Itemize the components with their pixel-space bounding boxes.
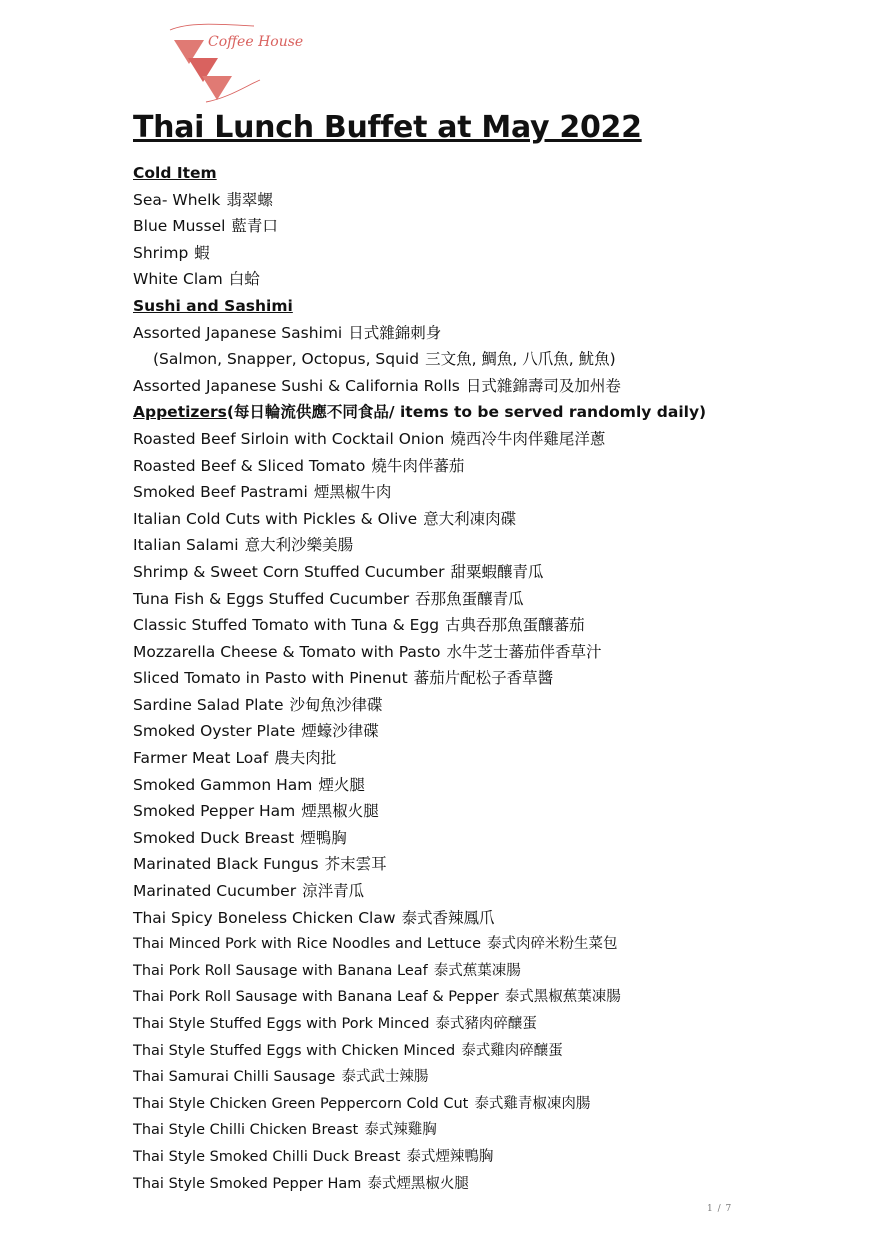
menu-item-chinese: 泰式香辣鳳爪 [401,908,495,927]
menu-item-english: Marinated Cucumber [133,882,297,901]
menu-item-chinese: 燒西冷牛肉伴雞尾洋蔥 [450,429,606,448]
menu-item-chinese: 煙黑椒火腿 [301,802,379,821]
menu-item-english: Farmer Meat Loaf [133,749,269,768]
menu-item-english: Assorted Japanese Sushi & California Rolls [133,376,460,395]
menu-item-english: Thai Style Stuffed Eggs with Chicken Minced [133,1042,456,1059]
menu-item [133,426,853,453]
menu-item [133,586,853,613]
coffee-house-logo [158,16,304,106]
menu-item [133,931,853,958]
menu-item-chinese: 芥末雲耳 [324,855,387,874]
menu-item-english: Thai Pork Roll Sausage with Banana Leaf [133,962,428,979]
section-heading-note: (每日輪流供應不同食品/ items to be served randomly daily) [226,403,707,422]
menu-item-english: Sardine Salad Plate [133,695,284,714]
menu-item-english: Thai Spicy Boneless Chicken Claw [133,908,396,927]
menu-item [133,187,853,214]
menu-item-english: Shrimp [133,243,189,262]
menu-item-english: Smoked Pepper Ham [133,802,296,821]
menu-item [133,851,853,878]
page-number: 1 / 7 [707,1204,733,1214]
logo-swash-1 [170,24,254,30]
menu-item-chinese: 三文魚, 鯛魚, 八爪魚, 魷魚) [425,350,616,369]
menu-item [133,1171,853,1198]
menu-item [133,1091,853,1118]
menu-item-english: Thai Style Smoked Pepper Ham [133,1175,362,1192]
menu-item-chinese: 翡翠螺 [226,190,273,209]
menu-item-english: Blue Mussel [133,217,226,236]
menu-item-english: Thai Minced Pork with Rice Noodles and Lettuce [133,936,482,953]
menu-item-chinese: 煙蠔沙律碟 [301,722,379,741]
menu-item-chinese: 煙火腿 [318,775,365,794]
menu-item [133,1011,853,1038]
menu-item-chinese: 泰式蕉葉凍腸 [433,962,521,979]
logo-graphic [158,16,304,106]
menu-item [133,612,853,639]
menu-item [133,1038,853,1065]
menu-item [133,798,853,825]
menu-item-chinese: 藍青口 [231,217,278,236]
menu-item-chinese: 泰式武士辣腸 [341,1069,429,1086]
menu-item-english: Thai Style Chilli Chicken Breast [133,1122,359,1139]
menu-item [133,506,853,533]
menu-item-english: (Salmon, Snapper, Octopus, Squid [153,350,420,369]
menu-item-english: Thai Style Stuffed Eggs with Pork Minced [133,1016,430,1032]
menu-item-english: Thai Samurai Chilli Sausage [133,1069,336,1086]
menu-item [133,718,853,745]
menu-item-chinese: 泰式黑椒蕉葉凍腸 [504,989,621,1006]
section-heading [133,399,853,426]
menu-item [133,1064,853,1091]
section-heading [133,293,853,320]
menu-item [133,213,853,240]
menu-item-english: Thai Pork Roll Sausage with Banana Leaf & Pepper [133,989,499,1006]
menu-item-english: Roasted Beef & Sliced Tomato [133,456,366,475]
menu-item [133,453,853,480]
menu-item-chinese: 涼泮青瓜 [302,882,365,901]
menu-item-english: Italian Cold Cuts with Pickles & Olive [133,509,418,528]
menu-item-english: Sea- Whelk [133,190,221,209]
menu-item-english: Assorted Japanese Sashimi [133,323,343,342]
menu-item-chinese: 水牛芝士蕃茄伴香草汁 [446,642,602,661]
menu-item-chinese: 泰式肉碎米粉生菜包 [487,936,618,953]
menu-item-english: Italian Salami [133,536,239,555]
menu-item [133,958,853,985]
section-heading-text: Sushi and Sashimi [133,296,293,315]
menu-item-english: Shrimp & Sweet Corn Stuffed Cucumber [133,562,445,581]
menu-item-english: Marinated Black Fungus [133,855,319,874]
menu-list [133,160,853,1197]
menu-item-chinese: 泰式煙黑椒火腿 [367,1175,469,1192]
menu-item-english: Sliced Tomato in Pasto with Pinenut [133,669,408,688]
menu-item-chinese: 泰式雞青椒凍肉腸 [474,1095,591,1112]
menu-item [133,639,853,666]
menu-item [133,1117,853,1144]
menu-item-chinese: 農夫肉批 [274,749,337,768]
menu-item-english: White Clam [133,270,223,289]
menu-item-chinese: 意大利沙樂美腸 [244,536,354,555]
logo-text: Coffee House [208,34,304,50]
menu-item-chinese: 泰式煙辣鴨胸 [406,1148,494,1165]
menu-item [133,240,853,267]
section-heading-text: Cold Item [133,164,217,182]
menu-item [133,373,853,400]
menu-item-chinese: 古典吞那魚蛋釀蕃茄 [445,616,585,635]
menu-item [133,905,853,932]
section-heading [133,160,853,187]
page-title: Thai Lunch Buffet at May 2022 [133,110,642,145]
menu-item [133,346,853,373]
menu-item-english: Thai Style Chicken Green Peppercorn Cold Cut [133,1095,469,1112]
menu-item-chinese: 甜粟蝦釀青瓜 [450,562,544,581]
menu-item-chinese: 燒牛肉伴蕃茄 [371,456,465,475]
menu-item-chinese: 泰式辣雞胸 [364,1122,437,1139]
menu-item [133,825,853,852]
menu-item-chinese: 蝦 [194,243,210,262]
menu-item-chinese: 煙鴨胸 [300,828,347,847]
menu-item [133,559,853,586]
menu-item-english: Smoked Beef Pastrami [133,483,308,502]
menu-item [133,878,853,905]
menu-item [133,665,853,692]
menu-item-english: Smoked Duck Breast [133,828,295,847]
menu-item-chinese: 白蛤 [228,270,260,289]
menu-item [133,1144,853,1171]
menu-item-english: Smoked Gammon Ham [133,775,313,794]
menu-item-english: Thai Style Smoked Chilli Duck Breast [133,1148,401,1165]
menu-item-chinese: 吞那魚蛋釀青瓜 [415,589,524,608]
menu-item [133,266,853,293]
menu-item-chinese: 意大利凍肉碟 [423,509,517,528]
menu-item [133,772,853,799]
menu-item [133,320,853,347]
menu-item [133,745,853,772]
logo-triangle-3 [202,76,232,100]
menu-item [133,984,853,1011]
menu-item-chinese: 沙甸魚沙律碟 [289,695,383,714]
menu-item [133,692,853,719]
menu-item [133,479,853,506]
menu-item-english: Smoked Oyster Plate [133,722,296,741]
menu-item-chinese: 蕃茄片配松子香草醬 [413,669,554,688]
menu-item-english: Tuna Fish & Eggs Stuffed Cucumber [133,589,410,608]
menu-item-chinese: 日式雜錦刺身 [348,323,442,342]
menu-item [133,532,853,559]
menu-item-chinese: 泰式豬肉碎釀蛋 [435,1016,537,1032]
menu-item-english: Mozzarella Cheese & Tomato with Pasto [133,642,441,661]
menu-item-chinese: 泰式雞肉碎釀蛋 [461,1042,563,1059]
section-heading-text: Appetizers [133,403,227,422]
menu-item-english: Roasted Beef Sirloin with Cocktail Onion [133,429,445,448]
menu-item-english: Classic Stuffed Tomato with Tuna & Egg [133,616,440,635]
menu-item-chinese: 日式雜錦壽司及加州卷 [465,376,621,395]
menu-item-chinese: 煙黑椒牛肉 [313,483,392,502]
